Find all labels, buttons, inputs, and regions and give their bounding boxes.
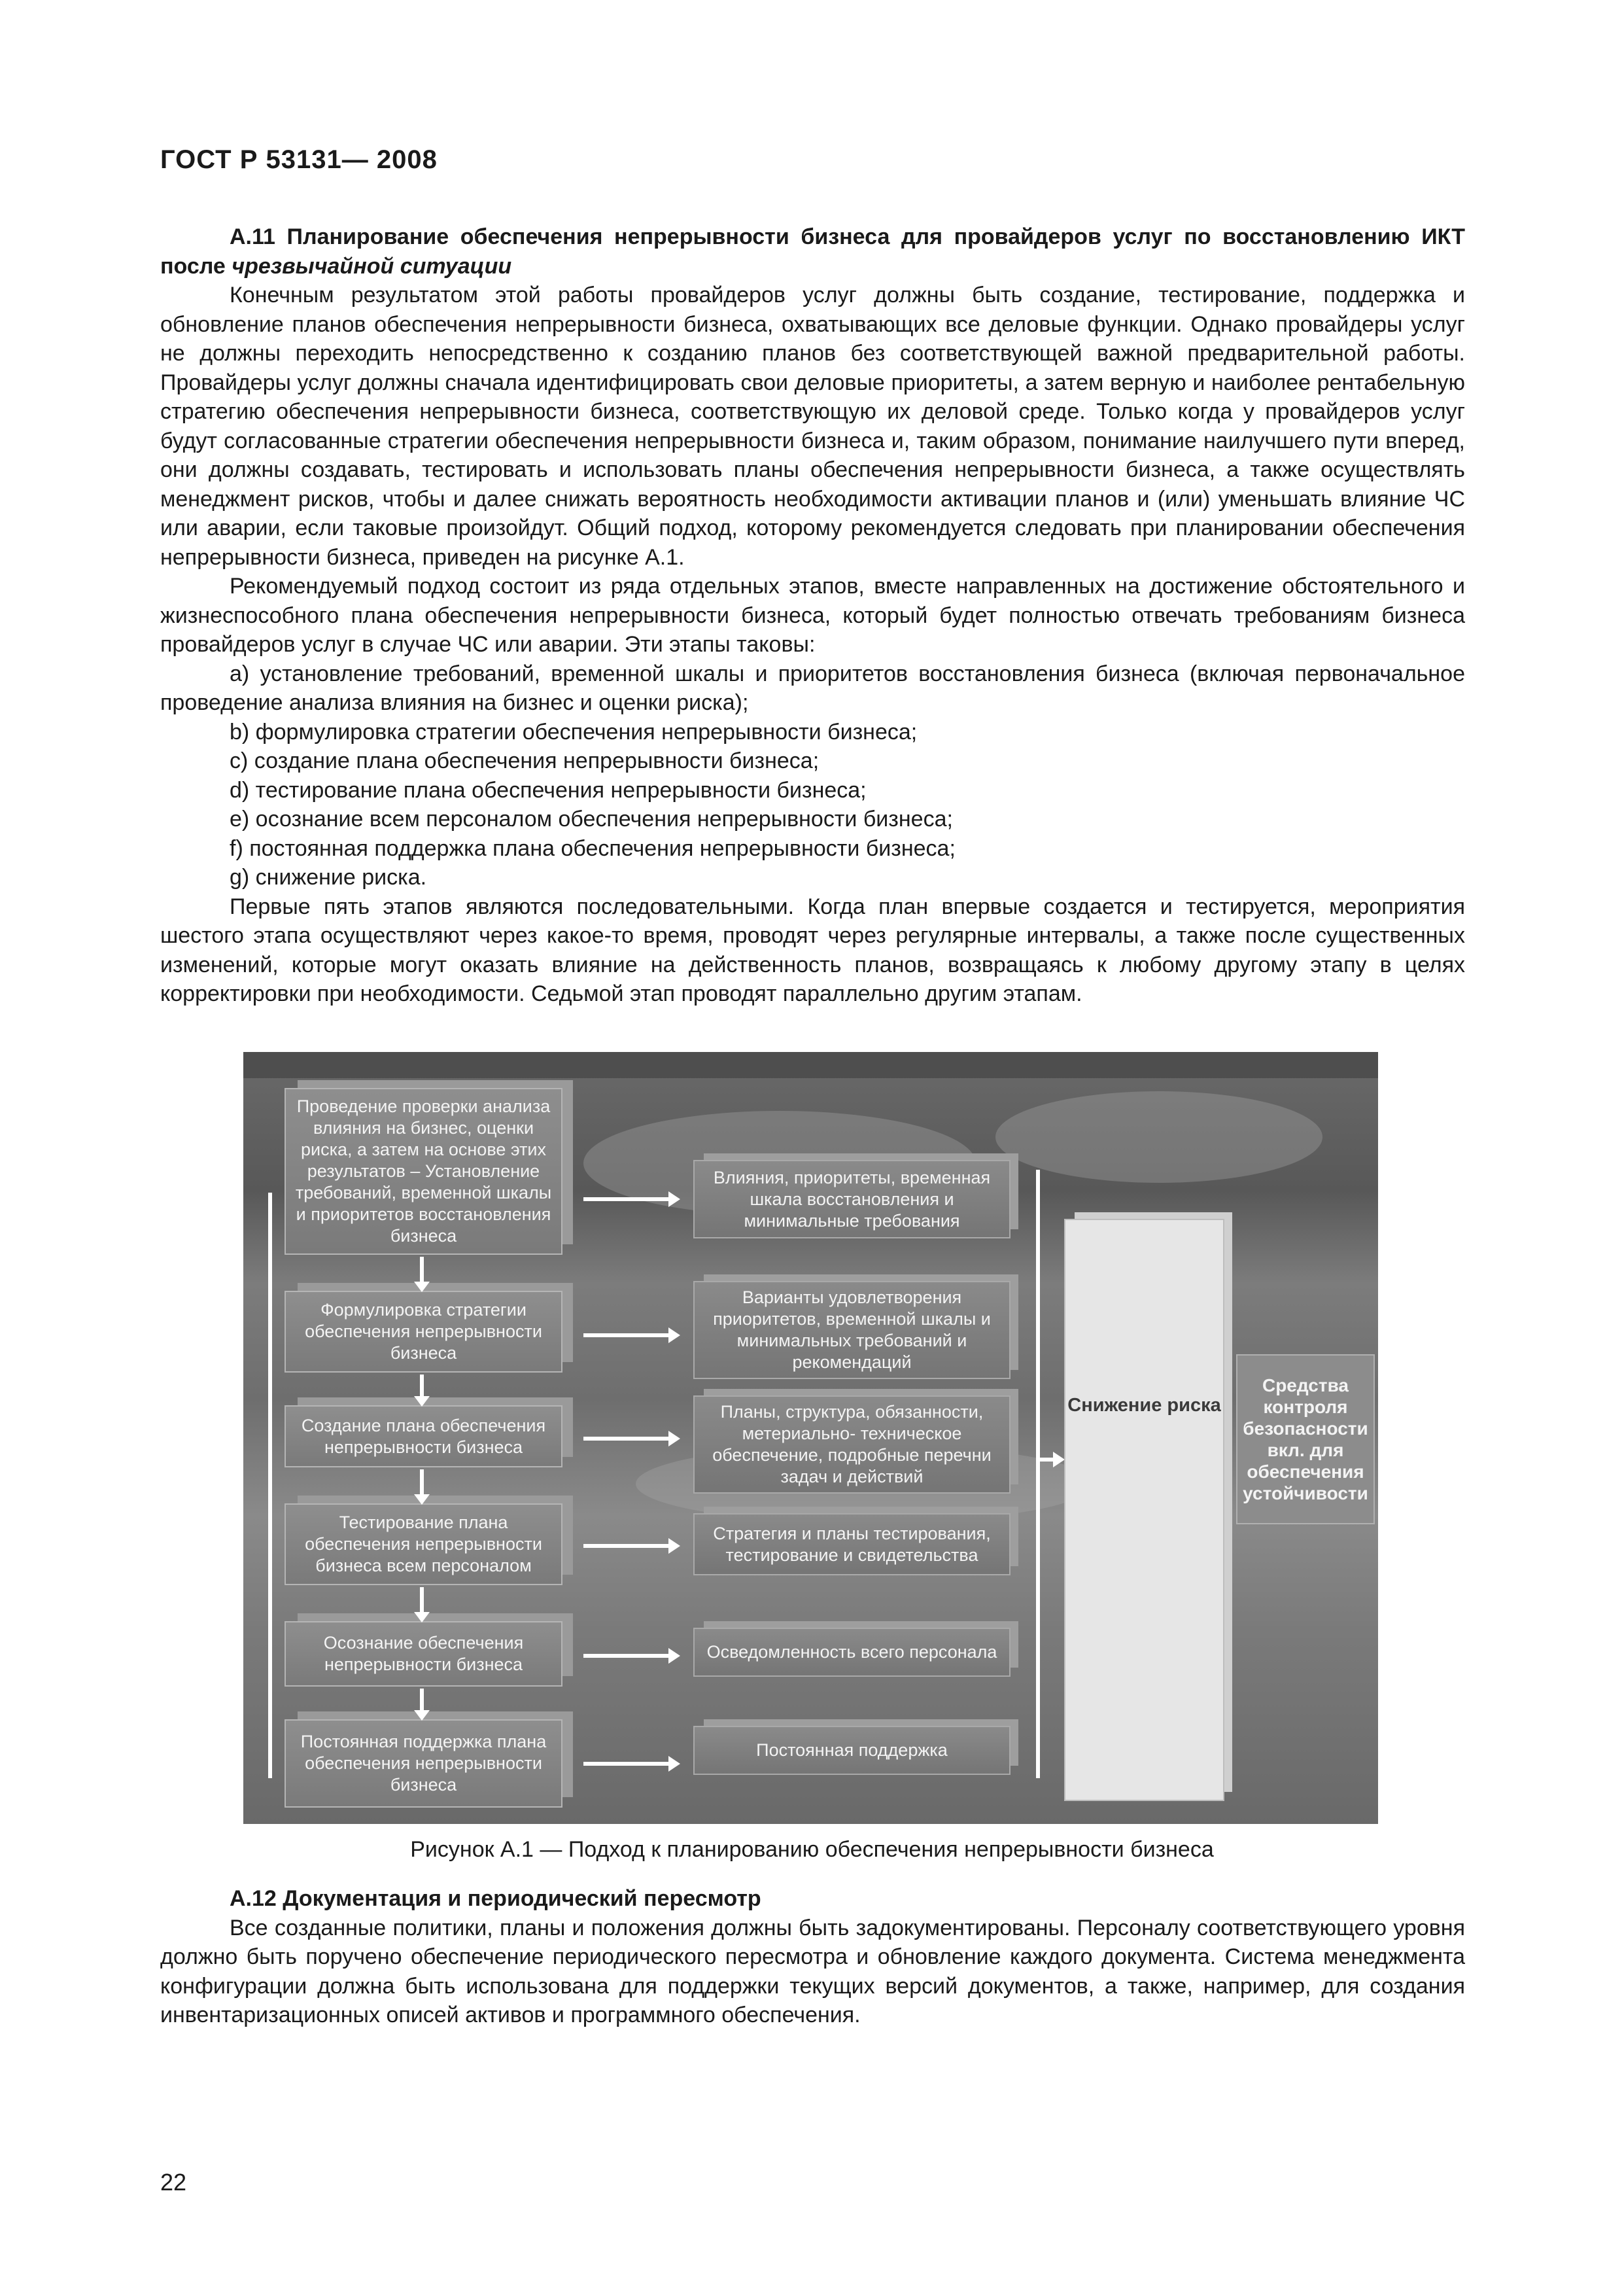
list-item: b) формулировка стратегии обеспечения непрерывности бизнеса; bbox=[230, 719, 918, 745]
output-box-plans: Планы, структура, обязанности, метериально- техническое обеспечение, подробные перечни задач и действий bbox=[693, 1395, 1011, 1494]
section-a12 bbox=[160, 1884, 1465, 2030]
step-box-requirements: Проведение проверки анализа влияния на бизнес, оценки риска, а затем на основе этих результатов – Установление требований, временной шкалы и приоритетов восстановления бизнеса bbox=[285, 1088, 562, 1255]
step-box-maintenance: Постоянная поддержка плана обеспечения непрерывности бизнеса bbox=[285, 1719, 562, 1808]
risk-reduction-box: Снижение риска bbox=[1064, 1219, 1224, 1801]
background-cloud bbox=[995, 1091, 1322, 1183]
feedback-line bbox=[268, 1193, 272, 1778]
output-box-test-strategy: Стратегия и планы тестирования, тестирование и свидетельства bbox=[693, 1513, 1011, 1575]
figure-caption: Рисунок А.1 — Подход к планированию обеспечения непрерывности бизнеса bbox=[410, 1837, 1214, 1862]
paragraph: Все созданные политики, планы и положения должны быть задокументированы. Персоналу соответствующего уровня должно быть поручено обеспечение периодического пересмотра и обновление каждого документа. Система менеджмента конфигурации должна быть использована для поддержки текущих версий документов, а также, например, для создания инвентаризационных описей активов и программного обеспечения. bbox=[160, 1915, 1465, 2027]
figure-top-band bbox=[243, 1052, 1378, 1078]
output-box-impacts: Влияния, приоритеты, временная шкала восстановления и минимальные требования bbox=[693, 1160, 1011, 1238]
step-box-strategy: Формулировка стратегии обеспечения непрерывности бизнеса bbox=[285, 1291, 562, 1373]
down-arrow bbox=[420, 1375, 424, 1397]
step-box-plan: Создание плана обеспечения непрерывности бизнеса bbox=[285, 1405, 562, 1467]
section-a12-heading: А.12 Документация и периодический пересмотр bbox=[230, 1886, 761, 1911]
paragraph: Рекомендуемый подход состоит из ряда отдельных этапов, вместе направленных на достижение обстоятельного и жизнеспособного плана обеспечения непрерывности бизнеса, который будет полностью отвечать требованиям бизнеса провайдеров услуг в случае ЧС или аварии. Эти этапы таковы: bbox=[160, 574, 1465, 657]
down-arrow bbox=[420, 1257, 424, 1283]
list-item: c) создание плана обеспечения непрерывности бизнеса; bbox=[230, 748, 820, 773]
list-item: d) тестирование плана обеспечения непрерывности бизнеса; bbox=[230, 777, 867, 803]
right-arrow bbox=[583, 1544, 668, 1548]
page-number: 22 bbox=[160, 2169, 187, 2196]
list-item: e) осознание всем персоналом обеспечения непрерывности бизнеса; bbox=[230, 807, 953, 832]
document-header: ГОСТ Р 53131— 2008 bbox=[160, 145, 438, 174]
right-arrow bbox=[583, 1333, 668, 1337]
down-arrow bbox=[420, 1689, 424, 1711]
collector-line bbox=[1036, 1170, 1040, 1778]
right-arrow bbox=[583, 1654, 668, 1658]
section-a11 bbox=[160, 222, 1465, 1009]
list-item: g) снижение риска. bbox=[230, 865, 427, 890]
figure-a1 bbox=[243, 1052, 1378, 1824]
list-item: a) установление требований, временной шкалы и приоритетов восстановления бизнеса (включая первоначальное проведение анализа влияния на бизнес и оценки риска); bbox=[160, 661, 1465, 715]
right-arrow bbox=[1040, 1458, 1053, 1462]
section-a11-heading: А.11 Планирование обеспечения непрерывности бизнеса для провайдеров услуг по восстановлению ИКТ после чрезвычайной ситуации bbox=[160, 224, 1465, 279]
step-box-awareness: Осознание обеспечения непрерывности бизнеса bbox=[285, 1621, 562, 1687]
right-arrow bbox=[583, 1762, 668, 1766]
right-arrow bbox=[583, 1437, 668, 1441]
step-box-testing: Тестирование плана обеспечения непрерывности бизнеса всем персоналом bbox=[285, 1503, 562, 1585]
output-box-options: Варианты удовлетворения приоритетов, временной шкалы и минимальных требований и рекомендаций bbox=[693, 1281, 1011, 1379]
list-item: f) постоянная поддержка плана обеспечения непрерывности бизнеса; bbox=[230, 835, 956, 861]
down-arrow bbox=[420, 1587, 424, 1613]
security-controls-box: Средства контроля безопасности вкл. для обеспечения устойчивости bbox=[1236, 1354, 1375, 1524]
right-arrow bbox=[583, 1197, 668, 1201]
output-box-maintenance: Постоянная поддержка bbox=[693, 1726, 1011, 1775]
paragraph: Конечным результатом этой работы провайдеров услуг должны быть создание, тестирование, поддержка и обновление планов обеспечения непрерывности бизнеса, охватывающих все деловые функции. Однако провайдеры услуг не должны переходить непосредственно к созданию планов без соответствующей важной предварительной работы. Провайдеры услуг должны сначала идентифицировать свои деловые приоритеты, а затем верную и наиболее рентабельную стратегию обеспечения непрерывности бизнеса, соответствующую их деловой среде. Только когда у провайдеров услуг будут согласованные стратегии обеспечения непрерывности бизнеса и, таким образом, понимание наилучшего пути вперед, они должны создавать, тестировать и использовать планы обеспечения непрерывности бизнеса, а также осуществлять менеджмент рисков, чтобы и далее снижать вероятность необходимости активации планов и (или) уменьшать влияние ЧС или аварии, если таковые произойдут. Общий подход, которому рекомендуется следовать при планировании обеспечения непрерывности бизнеса, приведен на рисунке А.1. bbox=[160, 283, 1465, 570]
output-box-awareness: Осведомленность всего персонала bbox=[693, 1628, 1011, 1677]
paragraph: Первые пять этапов являются последовательными. Когда план впервые создается и тестируется, мероприятия шестого этапа осуществляют через какое-то время, проводят через регулярные интервалы, а также после существенных изменений, которые могут оказать влияние на действенность планов, возвращаясь к любому другому этапу в целях корректировки при необходимости. Седьмой этап проводят параллельно другим этапам. bbox=[160, 894, 1465, 1006]
down-arrow bbox=[420, 1469, 424, 1496]
